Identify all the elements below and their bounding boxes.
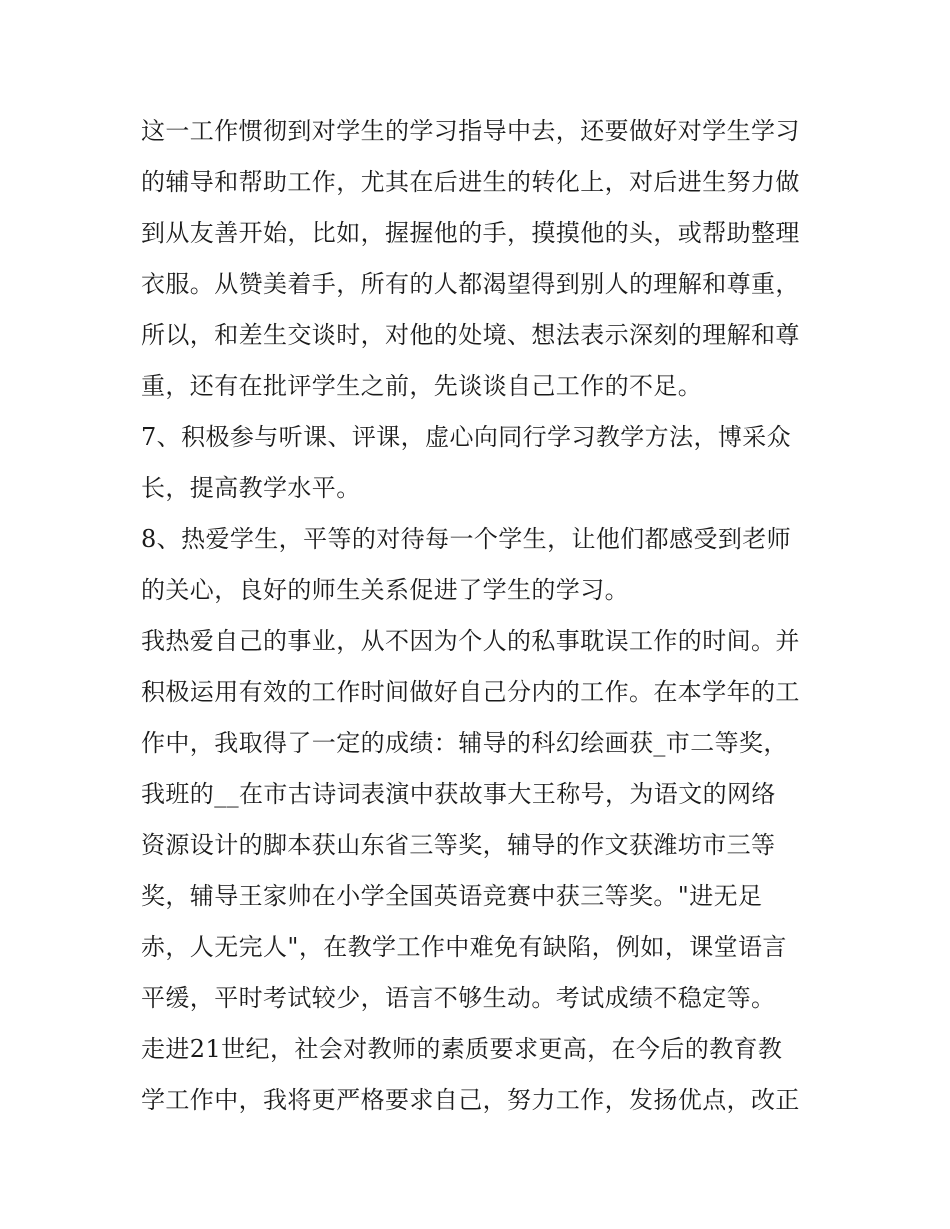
text-line: 走进21世纪，社会对教师的素质要求更高，在今后的教育教 bbox=[141, 1035, 783, 1063]
text-line: 资源设计的脚本获山东省三等奖，辅导的作文获潍坊市三等 bbox=[141, 831, 776, 859]
text-line: 我班的__在市古诗词表演中获故事大王称号，为语文的网络 bbox=[141, 780, 776, 808]
text-line: 7、积极参与听课、评课，虚心向同行学习教学方法，博采众 bbox=[141, 423, 792, 451]
body-text bbox=[141, 106, 821, 1126]
text-line: 所以，和差生交谈时，对他的处境、想法表示深刻的理解和尊 bbox=[141, 321, 800, 349]
text-line: 我热爱自己的事业，从不因为个人的私事耽误工作的时间。并 bbox=[141, 627, 800, 655]
text-line: 平缓，平时考试较少，语言不够生动。考试成绩不稳定等。 bbox=[141, 984, 776, 1012]
text-line: 衣服。从赞美着手，所有的人都渴望得到别人的理解和尊重， bbox=[141, 270, 800, 298]
text-line: 积极运用有效的工作时间做好自己分内的工作。在本学年的工 bbox=[141, 678, 800, 706]
text-line: 赤，人无完人"，在教学工作中难免有缺陷，例如，课堂语言 bbox=[141, 933, 787, 961]
text-line: 到从友善开始，比如，握握他的手，摸摸他的头，或帮助整理 bbox=[141, 219, 800, 247]
text-line: 这一工作惯彻到对学生的学习指导中去，还要做好对学生学习 bbox=[141, 117, 800, 145]
text-line: 的关心，良好的师生关系促进了学生的学习。 bbox=[141, 576, 629, 604]
text-line: 重，还有在批评学生之前，先谈谈自己工作的不足。 bbox=[141, 372, 703, 400]
text-line: 学工作中，我将更严格要求自己，努力工作，发扬优点，改正 bbox=[141, 1086, 800, 1114]
text-line: 奖，辅导王家帅在小学全国英语竞赛中获三等奖。"进无足 bbox=[141, 882, 763, 910]
text-line: 8、热爱学生，平等的对待每一个学生，让他们都感受到老师 bbox=[141, 525, 792, 553]
text-line: 作中，我取得了一定的成绩：辅导的科幻绘画获_市二等奖， bbox=[141, 729, 788, 757]
text-line: 的辅导和帮助工作，尤其在后进生的转化上，对后进生努力做 bbox=[141, 168, 800, 196]
text-line: 长，提高教学水平。 bbox=[141, 474, 361, 502]
